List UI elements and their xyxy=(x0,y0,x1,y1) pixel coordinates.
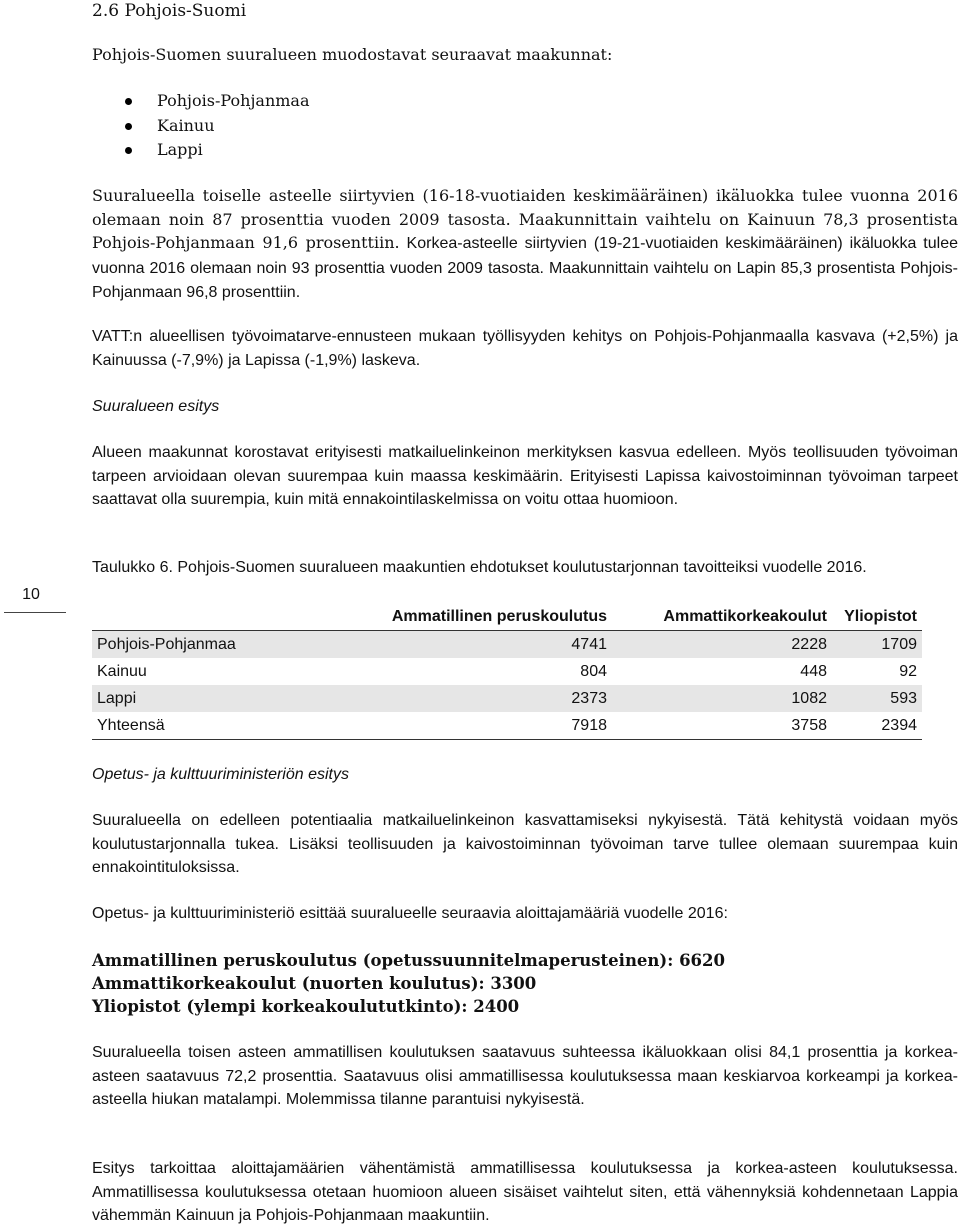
table-cell: 2228 xyxy=(612,631,832,659)
table-cell: 2373 xyxy=(312,685,612,712)
paragraph-employment: VATT:n alueellisen työvoimatarve-ennusteen mukaan työllisyyden kehitys on Pohjois-Pohjanmaalla kasvava (+2,5%) ja Kainuussa (-7,9%) ja Lapissa (-1,9%) laskeva. xyxy=(92,328,958,369)
target-item: Ammatillinen peruskoulutus (opetussuunnitelmaperusteinen): 6620 xyxy=(92,951,725,970)
table-cell: Lappi xyxy=(92,685,312,712)
table-caption: Taulukko 6. Pohjois-Suomen suuralueen maakuntien ehdotukset koulutustarjonnan tavoitteiksi vuodelle 2016. xyxy=(92,559,867,576)
paragraph-part-higher: Korkea-asteelle siirtyvien (19-21-vuotiaiden keskimääräinen) ikäluokka tulee vuonna 2016 olemaan noin 93 prosenttia vuoden 2009 tasosta. Maakunnittain vaihtelu on Lapin 85,3 prosentista Pohjois-Pohjanmaan 96,8 prosenttiin. xyxy=(92,235,958,301)
bullet-icon xyxy=(125,147,132,154)
target-list xyxy=(92,949,725,1018)
table-header-cell: Ammatillinen peruskoulutus xyxy=(312,604,612,631)
target-item: Yliopistot (ylempi korkeakoulututkinto): 2400 xyxy=(92,997,520,1016)
table-cell: 1082 xyxy=(612,685,832,712)
subheading-ministry-proposal: Opetus- ja kulttuuriministeriön esitys xyxy=(92,766,349,783)
table-cell: 593 xyxy=(832,685,922,712)
bullet-icon xyxy=(125,123,132,130)
table-row xyxy=(92,685,922,712)
list-item: Kainuu xyxy=(92,114,310,139)
page-number: 10 xyxy=(22,586,40,603)
region-list xyxy=(92,89,310,163)
table-cell: Yhteensä xyxy=(92,712,312,740)
table-cell: 3758 xyxy=(612,712,832,740)
list-item: Pohjois-Pohjanmaa xyxy=(92,89,310,114)
table-cell: 7918 xyxy=(312,712,612,740)
paragraph-region-proposal: Alueen maakunnat korostavat erityisesti matkailuelinkeinon merkityksen kasvua edelleen. Myös teollisuuden työvoiman tarpeen arvioidaan olevan suurempaa kuin maassa keskimäärin. Erityisesti Lapissa kaivostoiminnan työvoiman tarpeet saattavat olla suurempia, kuin mitä ennakointilaskelmissa on voitu ottaa huomioon. xyxy=(92,444,958,508)
table-cell: 2394 xyxy=(832,712,922,740)
paragraph-availability: Suuralueella toisen asteen ammatillisen koulutuksen saatavuus suhteessa ikäluokkaan olisi 84,1 prosenttia ja korkea-asteen saatavuus 72,2 prosenttia. Saatavuus olisi ammatillisessa koulutuksessa maan keskiarvoa korkeampi ja korkea-asteella hiukan matalampi. Molemmissa tilanne parantuisi nykyisestä. xyxy=(92,1044,958,1108)
intro-paragraph: Pohjois-Suomen suuralueen muodostavat seuraavat maakunnat: xyxy=(92,45,613,64)
paragraph-age-cohorts xyxy=(92,184,958,305)
target-item: Ammattikorkeakoulut (nuorten koulutus): 3300 xyxy=(92,974,537,993)
table-header-cell: Ammattikorkeakoulut xyxy=(612,604,832,631)
subheading-region-proposal: Suuralueen esitys xyxy=(92,398,220,415)
table-row xyxy=(92,631,922,659)
table-cell: 4741 xyxy=(312,631,612,659)
list-item: Lappi xyxy=(92,138,310,163)
table-cell: 804 xyxy=(580,662,607,680)
table-row xyxy=(92,712,922,740)
table-header-cell xyxy=(92,604,312,631)
paragraph-ministry-potential: Suuralueella on edelleen potentiaalia matkailuelinkeinon kasvattamiseksi nykyisestä. Tätä kehitystä voidaan myös koulutustarjonnalla tukea. Lisäksi teollisuuden ja kaivostoiminnan työvoiman tarve tullee olemaan suurempaa kuin ennakointituloksissa. xyxy=(92,812,958,876)
table-cell: Pohjois-Pohjanmaa xyxy=(92,631,312,659)
table-header-cell: Yliopistot xyxy=(832,604,922,631)
table-header-row xyxy=(92,604,922,631)
data-table xyxy=(92,604,922,740)
bullet-icon xyxy=(125,98,132,105)
page-number-rule xyxy=(4,612,66,613)
table-cell: 1709 xyxy=(832,631,922,659)
table-cell: Kainuu xyxy=(97,662,147,680)
table-cell: 92 xyxy=(899,662,917,680)
paragraph-part-secondary: Suuralueella toiselle asteelle siirtyvien (16-18-vuotiaiden keskimääräinen) ikäluokka tulee vuonna 2016 olemaan noin 87 prosenttia vuoden 2009 tasosta. Maakunnittain vaihtelu on Kainuun 78,3 prosentista Pohjois-Pohjanmaan 91,6 prosenttiin. xyxy=(92,186,958,252)
section-heading: 2.6 Pohjois-Suomi xyxy=(92,1,247,21)
table-cell: 448 xyxy=(800,662,827,680)
paragraph-conclusion: Esitys tarkoittaa aloittajamäärien vähentämistä ammatillisessa koulutuksessa ja korkea-asteen koulutuksessa. Ammatillisessa koulutuksessa otetaan huomioon alueen sisäiset vaihtelut siten, että vähennyksiä kohdennetaan Lappia vähemmän Kainuun ja Pohjois-Pohjanmaan maakuntiin. xyxy=(92,1160,958,1224)
table-row xyxy=(92,658,922,685)
paragraph-ministry-intro: Opetus- ja kulttuuriministeriö esittää suuralueelle seuraavia aloittajamääriä vuodelle 2016: xyxy=(92,905,728,922)
